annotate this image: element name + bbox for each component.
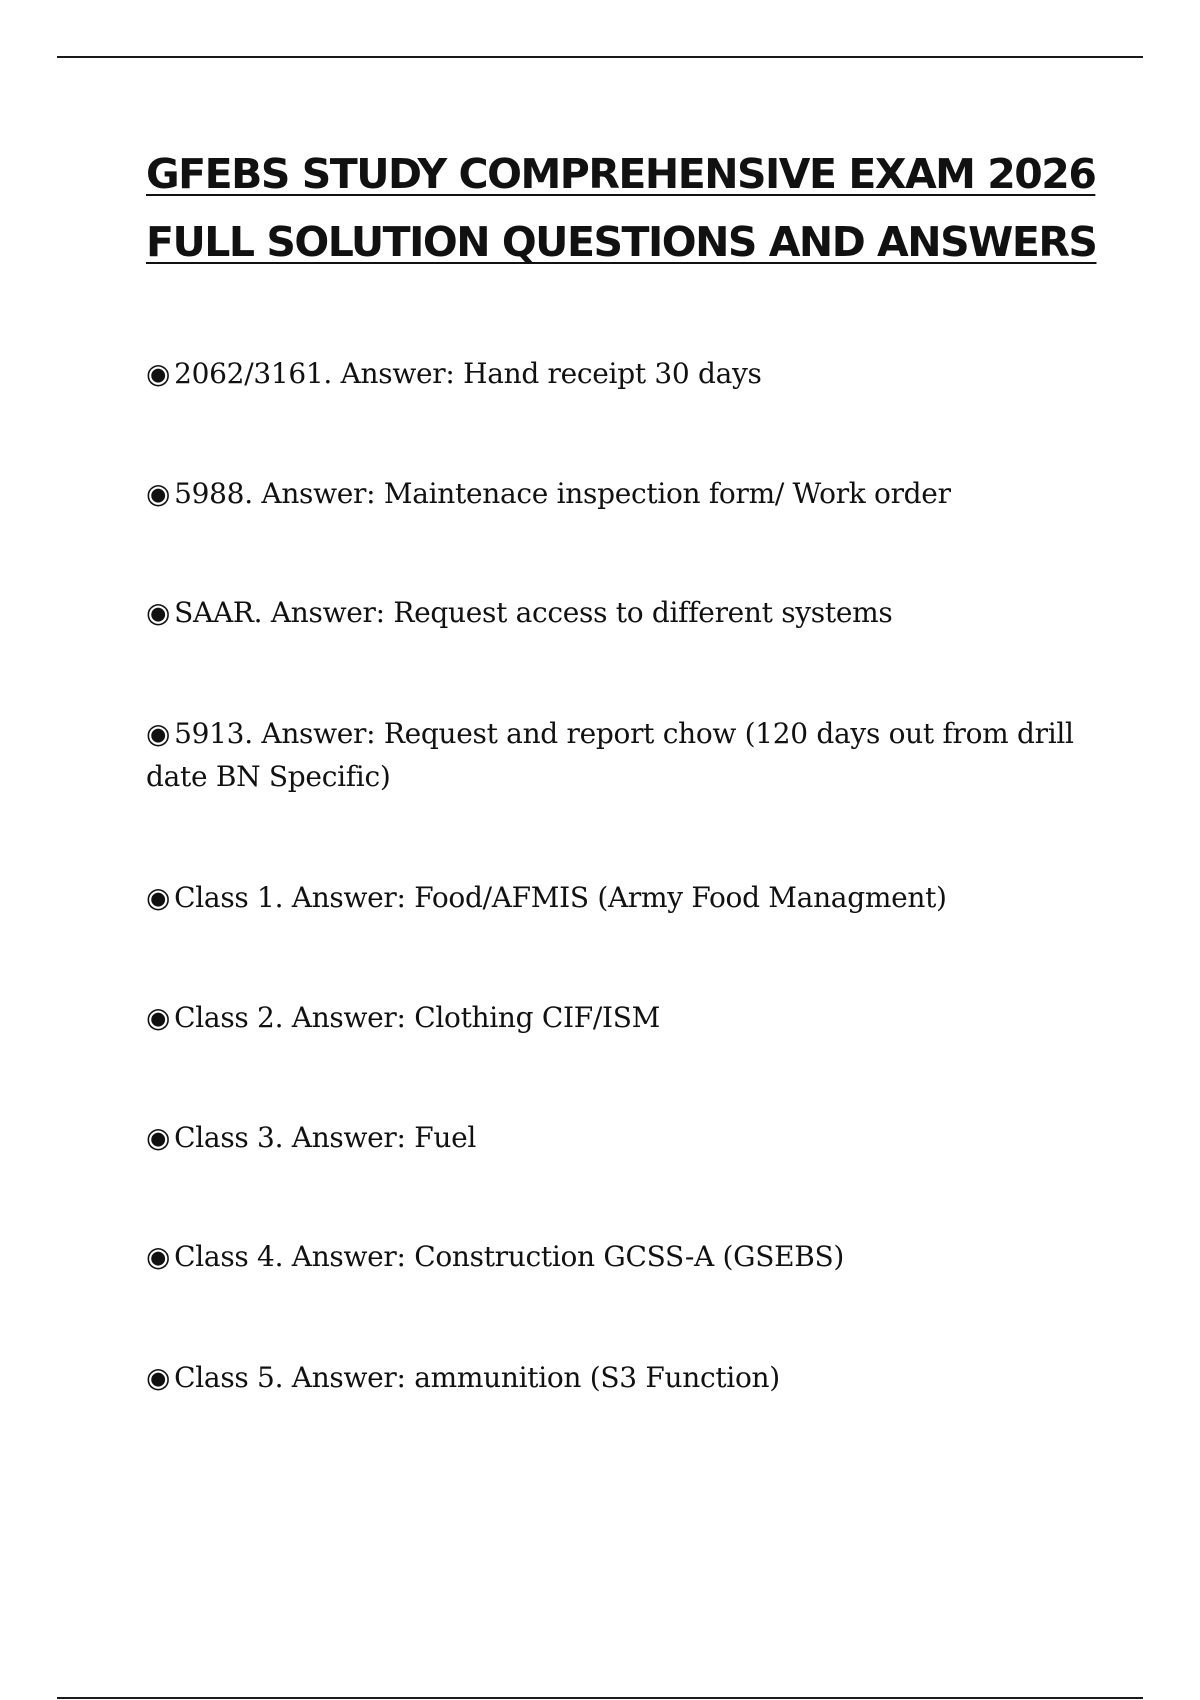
list-item xyxy=(146,591,1086,634)
list-item xyxy=(146,996,1086,1039)
list-item xyxy=(146,712,1086,798)
qa-text: Class 3. Answer: Fuel xyxy=(174,1121,477,1154)
fisheye-bullet-icon: ◉ xyxy=(146,881,171,914)
list-item xyxy=(146,352,1086,395)
fisheye-bullet-icon: ◉ xyxy=(146,1361,171,1394)
fisheye-bullet-icon: ◉ xyxy=(146,596,171,629)
qa-text: Class 1. Answer: Food/AFMIS (Army Food Managment) xyxy=(174,881,947,914)
list-item xyxy=(146,1116,1086,1159)
title-line-2: FULL SOLUTION QUESTIONS AND ANSWERS xyxy=(146,218,1097,266)
qa-text: Class 4. Answer: Construction GCSS-A (GSEBS) xyxy=(174,1240,845,1273)
page-title xyxy=(146,140,1106,276)
title-line-1: GFEBS STUDY COMPREHENSIVE EXAM 2026 xyxy=(146,150,1096,198)
qa-text: SAAR. Answer: Request access to different systems xyxy=(174,596,893,629)
qa-text: 2062/3161. Answer: Hand receipt 30 days xyxy=(174,357,762,390)
list-item xyxy=(146,876,1086,919)
fisheye-bullet-icon: ◉ xyxy=(146,1121,171,1154)
fisheye-bullet-icon: ◉ xyxy=(146,717,171,750)
fisheye-bullet-icon: ◉ xyxy=(146,357,171,390)
qa-text: Class 2. Answer: Clothing CIF/ISM xyxy=(174,1001,661,1034)
qa-text: 5913. Answer: Request and report chow (120 days out from drill date BN Specific) xyxy=(146,717,1074,793)
list-item xyxy=(146,472,1086,515)
fisheye-bullet-icon: ◉ xyxy=(146,1240,171,1273)
top-rule xyxy=(57,56,1143,58)
qa-text: 5988. Answer: Maintenace inspection form/ Work order xyxy=(174,477,951,510)
fisheye-bullet-icon: ◉ xyxy=(146,1001,171,1034)
fisheye-bullet-icon: ◉ xyxy=(146,477,171,510)
list-item xyxy=(146,1235,1086,1278)
list-item xyxy=(146,1356,1086,1399)
bottom-rule xyxy=(57,1697,1143,1699)
qa-text: Class 5. Answer: ammunition (S3 Function) xyxy=(174,1361,780,1394)
